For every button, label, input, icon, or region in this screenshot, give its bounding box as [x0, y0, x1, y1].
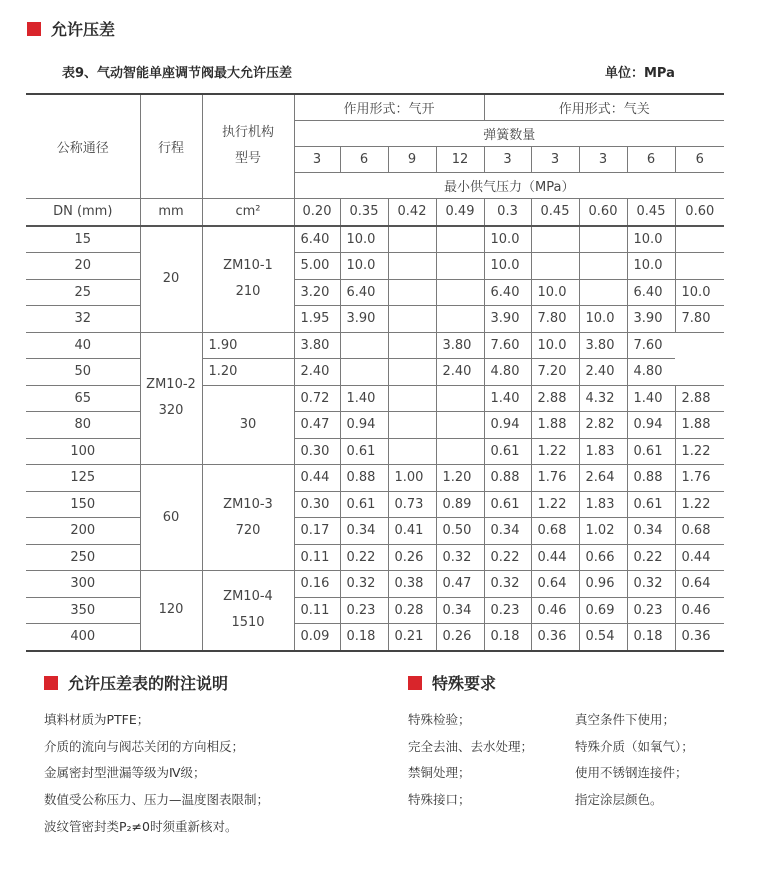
dn-cell: 250 [26, 544, 140, 571]
pressure-value-cell: 0.54 [579, 624, 627, 651]
pressure-value-cell: 10.0 [531, 332, 579, 359]
pressure-value-cell [579, 226, 627, 253]
pressure-value-cell: 0.89 [436, 491, 484, 518]
pressure-value-cell: 1.83 [579, 491, 627, 518]
dn-cell: 50 [26, 359, 140, 386]
pressure-value-cell: 0.36 [531, 624, 579, 651]
pressure-value-cell: 4.80 [627, 359, 675, 386]
pressure-value-cell: 0.38 [388, 571, 436, 598]
pressure-value-cell: 1.83 [579, 438, 627, 465]
pressure-value-cell: 0.46 [675, 597, 724, 624]
pressure-value-cell [388, 253, 436, 280]
pressure-value-cell: 1.88 [531, 412, 579, 439]
pressure-value-cell: 0.72 [294, 385, 340, 412]
pressure-value-cell: 0.73 [388, 491, 436, 518]
spring-count-cell: 3 [531, 146, 579, 172]
pressure-value-cell [388, 306, 436, 333]
pressure-value-cell: 0.28 [388, 597, 436, 624]
pressure-value-cell: 10.0 [627, 226, 675, 253]
dn-cell: 125 [26, 465, 140, 492]
pressure-value-cell: 0.94 [627, 412, 675, 439]
pressure-value-cell: 5.00 [294, 253, 340, 280]
spring-count-cell: 6 [675, 146, 724, 172]
pressure-value-cell: 10.0 [627, 253, 675, 280]
pressure-value-cell: 3.80 [294, 332, 340, 359]
min-supply-pressure-value: 0.45 [627, 198, 675, 226]
unit-label: 单位：MPa [605, 66, 675, 81]
pressure-value-cell: 7.20 [531, 359, 579, 386]
dn-cell: 25 [26, 279, 140, 306]
special-title: 特殊要求 [432, 674, 497, 693]
dn-cell: 65 [26, 385, 140, 412]
special-item: 指定涂层颜色。 [575, 792, 663, 808]
pressure-difference-table [26, 93, 724, 652]
pressure-value-cell: 7.60 [627, 332, 675, 359]
pressure-value-cell: 0.34 [340, 518, 388, 545]
pressure-value-cell: 1.00 [388, 465, 436, 492]
pressure-value-cell: 0.17 [294, 518, 340, 545]
special-item: 特殊接口； [408, 792, 471, 808]
note-item: 金属密封型泄漏等级为Ⅳ级； [44, 765, 206, 781]
pressure-value-cell [388, 412, 436, 439]
stroke-cell: 60 [140, 465, 202, 571]
table-row [26, 518, 724, 545]
pressure-value-cell: 1.40 [627, 385, 675, 412]
dn-cell: 40 [26, 332, 140, 359]
pressure-value-cell: 0.47 [294, 412, 340, 439]
dn-cell: 80 [26, 412, 140, 439]
pressure-value-cell: 7.60 [484, 332, 531, 359]
pressure-value-cell: 0.18 [627, 624, 675, 651]
special-item: 禁铜处理； [408, 765, 471, 781]
pressure-value-cell: 0.61 [484, 438, 531, 465]
pressure-value-cell: 10.0 [484, 253, 531, 280]
spring-count-cell: 6 [627, 146, 675, 172]
table-row [26, 412, 724, 439]
pressure-value-cell [675, 253, 724, 280]
pressure-value-cell: 0.23 [627, 597, 675, 624]
pressure-value-cell: 1.22 [675, 438, 724, 465]
pressure-value-cell: 0.61 [627, 438, 675, 465]
pressure-value-cell [675, 226, 724, 253]
section-allowable-pressure-heading [27, 17, 115, 40]
actuator-model: ZM10-4 [223, 589, 273, 605]
min-supply-pressure-value: 0.3 [484, 198, 531, 226]
table-row [26, 491, 724, 518]
pressure-value-cell [436, 279, 484, 306]
pressure-value-cell: 3.80 [579, 332, 627, 359]
header-actuator-line2: 型号 [234, 151, 261, 167]
pressure-value-cell: 0.61 [340, 491, 388, 518]
note-item: 数值受公称压力、压力—温度图表限制； [44, 792, 270, 808]
pressure-value-cell: 0.64 [675, 571, 724, 598]
pressure-value-cell: 0.30 [294, 491, 340, 518]
pressure-value-cell [436, 226, 484, 253]
pressure-value-cell: 7.80 [531, 306, 579, 333]
pressure-value-cell: 0.66 [579, 544, 627, 571]
pressure-value-cell: 0.41 [388, 518, 436, 545]
pressure-value-cell [388, 226, 436, 253]
table-row [26, 624, 724, 651]
pressure-value-cell: 0.94 [484, 412, 531, 439]
pressure-value-cell: 0.44 [675, 544, 724, 571]
actuator-area: 1510 [231, 615, 265, 631]
table-row [26, 279, 724, 306]
pressure-value-cell: 0.32 [436, 544, 484, 571]
pressure-value-cell: 1.76 [531, 465, 579, 492]
actuator-area: 720 [235, 522, 261, 538]
pressure-value-cell: 7.80 [675, 306, 724, 333]
pressure-value-cell: 0.21 [388, 624, 436, 651]
min-supply-pressure-value: 0.20 [294, 198, 340, 226]
pressure-value-cell [436, 385, 484, 412]
pressure-value-cell: 6.40 [294, 226, 340, 253]
pressure-value-cell: 0.68 [531, 518, 579, 545]
table-caption: 表9、气动智能单座调节阀最大允许压差 [62, 66, 293, 81]
pressure-value-cell: 3.90 [627, 306, 675, 333]
pressure-value-cell: 0.22 [627, 544, 675, 571]
dn-cell: 350 [26, 597, 140, 624]
red-square-icon [408, 676, 422, 690]
pressure-value-cell: 0.22 [484, 544, 531, 571]
pressure-value-cell: 0.23 [484, 597, 531, 624]
pressure-value-cell [388, 359, 436, 386]
pressure-value-cell [340, 332, 388, 359]
min-supply-pressure-value: 0.42 [388, 198, 436, 226]
min-supply-pressure-value: 0.49 [436, 198, 484, 226]
pressure-value-cell: 0.36 [675, 624, 724, 651]
min-supply-pressure-value: 0.45 [531, 198, 579, 226]
special-list-col1 [408, 707, 533, 814]
pressure-value-cell: 0.61 [627, 491, 675, 518]
actuator-area: 320 [158, 403, 184, 419]
pressure-value-cell: 1.22 [531, 438, 579, 465]
pressure-value-cell: 3.90 [484, 306, 531, 333]
pressure-value-cell: 0.18 [484, 624, 531, 651]
header-stroke: 行程 [140, 94, 202, 198]
dn-cell: 300 [26, 571, 140, 598]
pressure-value-cell: 2.40 [579, 359, 627, 386]
pressure-value-cell: 0.18 [340, 624, 388, 651]
pressure-value-cell: 10.0 [340, 253, 388, 280]
pressure-value-cell: 0.26 [436, 624, 484, 651]
pressure-value-cell: 2.82 [579, 412, 627, 439]
table-row [26, 253, 724, 280]
pressure-value-cell: 10.0 [579, 306, 627, 333]
dn-cell: 400 [26, 624, 140, 651]
spring-count-cell: 12 [436, 146, 484, 172]
pressure-value-cell: 0.64 [531, 571, 579, 598]
actuator-model: ZM10-1 [223, 258, 273, 273]
pressure-value-cell [436, 438, 484, 465]
header-actuator-line1: 执行机构 [221, 125, 274, 141]
pressure-value-cell: 0.32 [484, 571, 531, 598]
table-row [26, 544, 724, 571]
special-item: 完全去油、去水处理； [408, 738, 534, 754]
pressure-value-cell: 0.61 [340, 438, 388, 465]
dn-cell: 32 [26, 306, 140, 333]
pressure-value-cell [340, 359, 388, 386]
pressure-value-cell: 0.46 [531, 597, 579, 624]
spring-count-cell: 3 [294, 146, 340, 172]
pressure-value-cell: 6.40 [484, 279, 531, 306]
actuator-area: 210 [235, 284, 261, 299]
spring-count-cell: 3 [484, 146, 531, 172]
pressure-value-cell: 0.22 [340, 544, 388, 571]
pressure-value-cell: 4.32 [579, 385, 627, 412]
pressure-value-cell: 0.88 [484, 465, 531, 492]
pressure-value-cell [579, 279, 627, 306]
pressure-value-cell: 0.61 [484, 491, 531, 518]
pressure-value-cell [531, 253, 579, 280]
pressure-value-cell [436, 306, 484, 333]
pressure-value-cell: 2.64 [579, 465, 627, 492]
spring-count-cell: 9 [388, 146, 436, 172]
pressure-value-cell: 0.09 [294, 624, 340, 651]
actuator-cell [202, 226, 294, 333]
pressure-value-cell: 2.40 [294, 359, 340, 386]
pressure-value-cell: 1.95 [294, 306, 340, 333]
special-requirements-heading [408, 671, 496, 694]
pressure-value-cell: 1.88 [675, 412, 724, 439]
spring-count-cell: 3 [579, 146, 627, 172]
pressure-value-cell: 0.50 [436, 518, 484, 545]
pressure-value-cell [388, 385, 436, 412]
pressure-value-cell: 0.34 [627, 518, 675, 545]
pressure-value-cell: 0.68 [675, 518, 724, 545]
pressure-value-cell: 0.69 [579, 597, 627, 624]
dn-cell: 15 [26, 226, 140, 253]
pressure-value-cell: 4.80 [484, 359, 531, 386]
unit-area: cm² [202, 198, 294, 226]
pressure-value-cell: 1.02 [579, 518, 627, 545]
pressure-value-cell: 0.16 [294, 571, 340, 598]
dn-cell: 150 [26, 491, 140, 518]
pressure-value-cell: 0.96 [579, 571, 627, 598]
header-mode-air-to-open: 作用形式：气开 [294, 94, 484, 120]
note-item: 介质的流向与阀芯关闭的方向相反； [44, 738, 245, 754]
table-row [26, 226, 724, 253]
pressure-value-cell: 0.26 [388, 544, 436, 571]
min-supply-pressure-value: 0.60 [579, 198, 627, 226]
pressure-value-cell [388, 279, 436, 306]
spring-count-cell: 6 [340, 146, 388, 172]
stroke-cell: 20 [140, 226, 202, 333]
pressure-value-cell [579, 253, 627, 280]
pressure-value-cell: 1.40 [340, 385, 388, 412]
table-row [26, 597, 724, 624]
pressure-value-cell: 1.22 [675, 491, 724, 518]
special-item: 真空条件下使用； [575, 712, 676, 727]
special-item: 使用不锈钢连接件； [575, 765, 688, 781]
table-row [26, 571, 724, 598]
pressure-value-cell: 0.23 [340, 597, 388, 624]
pressure-value-cell: 10.0 [531, 279, 579, 306]
pressure-value-cell: 1.76 [675, 465, 724, 492]
header-min-supply-pressure: 最小供气压力（MPa） [294, 172, 724, 198]
unit-dn: DN (mm) [26, 198, 140, 226]
pressure-value-cell: 10.0 [675, 279, 724, 306]
pressure-value-cell: 0.88 [340, 465, 388, 492]
actuator-cell [202, 571, 294, 651]
pressure-value-cell: 0.11 [294, 544, 340, 571]
dn-cell: 100 [26, 438, 140, 465]
actuator-cell [140, 332, 202, 465]
pressure-value-cell: 0.88 [627, 465, 675, 492]
stroke-cell: 120 [140, 571, 202, 651]
header-mode-air-to-close: 作用形式：气关 [484, 94, 724, 120]
min-supply-pressure-value: 0.35 [340, 198, 388, 226]
red-square-icon [44, 676, 58, 690]
header-nominal-diameter: 公称通径 [26, 94, 140, 198]
note-item: 波纹管密封类P₂≠0时须重新核对。 [44, 818, 238, 834]
pressure-value-cell: 0.34 [484, 518, 531, 545]
pressure-value-cell: 10.0 [484, 226, 531, 253]
pressure-value-cell [388, 332, 436, 359]
table-row [26, 332, 724, 359]
pressure-value-cell: 0.32 [627, 571, 675, 598]
pressure-value-cell: 3.20 [294, 279, 340, 306]
table-row [26, 306, 724, 333]
pressure-value-cell [436, 253, 484, 280]
pressure-value-cell: 1.22 [531, 491, 579, 518]
pressure-value-cell: 0.34 [436, 597, 484, 624]
pressure-value-cell: 1.20 [202, 359, 294, 386]
notes-title: 允许压差表的附注说明 [68, 674, 229, 693]
pressure-value-cell: 6.40 [340, 279, 388, 306]
table-row [26, 465, 724, 492]
note-item: 填料材质为PTFE； [44, 712, 150, 727]
pressure-value-cell: 3.80 [436, 332, 484, 359]
table-row [26, 438, 724, 465]
actuator-model: ZM10-2 [146, 377, 196, 393]
pressure-value-cell: 3.90 [340, 306, 388, 333]
header-actuator-model [202, 94, 294, 198]
dn-cell: 20 [26, 253, 140, 280]
pressure-value-cell: 0.11 [294, 597, 340, 624]
pressure-value-cell [436, 412, 484, 439]
red-square-icon [27, 22, 41, 36]
actuator-cell [202, 465, 294, 571]
section-title: 允许压差 [51, 20, 116, 39]
pressure-value-cell: 1.90 [202, 332, 294, 359]
special-item: 特殊介质（如氧气）； [575, 738, 694, 754]
special-item: 特殊检验； [408, 712, 471, 727]
pressure-value-cell: 0.47 [436, 571, 484, 598]
special-list-col2 [575, 707, 694, 814]
table-row [26, 385, 724, 412]
pressure-value-cell: 0.44 [531, 544, 579, 571]
header-spring-count: 弹簧数量 [294, 120, 724, 146]
table-row [26, 359, 724, 386]
pressure-value-cell: 2.88 [675, 385, 724, 412]
actuator-model: ZM10-3 [223, 496, 273, 512]
pressure-value-cell [388, 438, 436, 465]
pressure-value-cell: 0.94 [340, 412, 388, 439]
min-supply-pressure-value: 0.60 [675, 198, 724, 226]
pressure-value-cell: 6.40 [627, 279, 675, 306]
pressure-value-cell: 1.40 [484, 385, 531, 412]
pressure-value-cell: 1.20 [436, 465, 484, 492]
pressure-value-cell: 0.30 [294, 438, 340, 465]
pressure-value-cell: 10.0 [340, 226, 388, 253]
pressure-value-cell: 2.88 [531, 385, 579, 412]
pressure-value-cell [531, 226, 579, 253]
pressure-value-cell: 2.40 [436, 359, 484, 386]
stroke-cell: 30 [202, 385, 294, 465]
dn-cell: 200 [26, 518, 140, 545]
pressure-value-cell: 0.32 [340, 571, 388, 598]
unit-stroke: mm [140, 198, 202, 226]
notes-list [44, 707, 269, 841]
notes-heading [44, 671, 228, 694]
pressure-value-cell: 0.44 [294, 465, 340, 492]
